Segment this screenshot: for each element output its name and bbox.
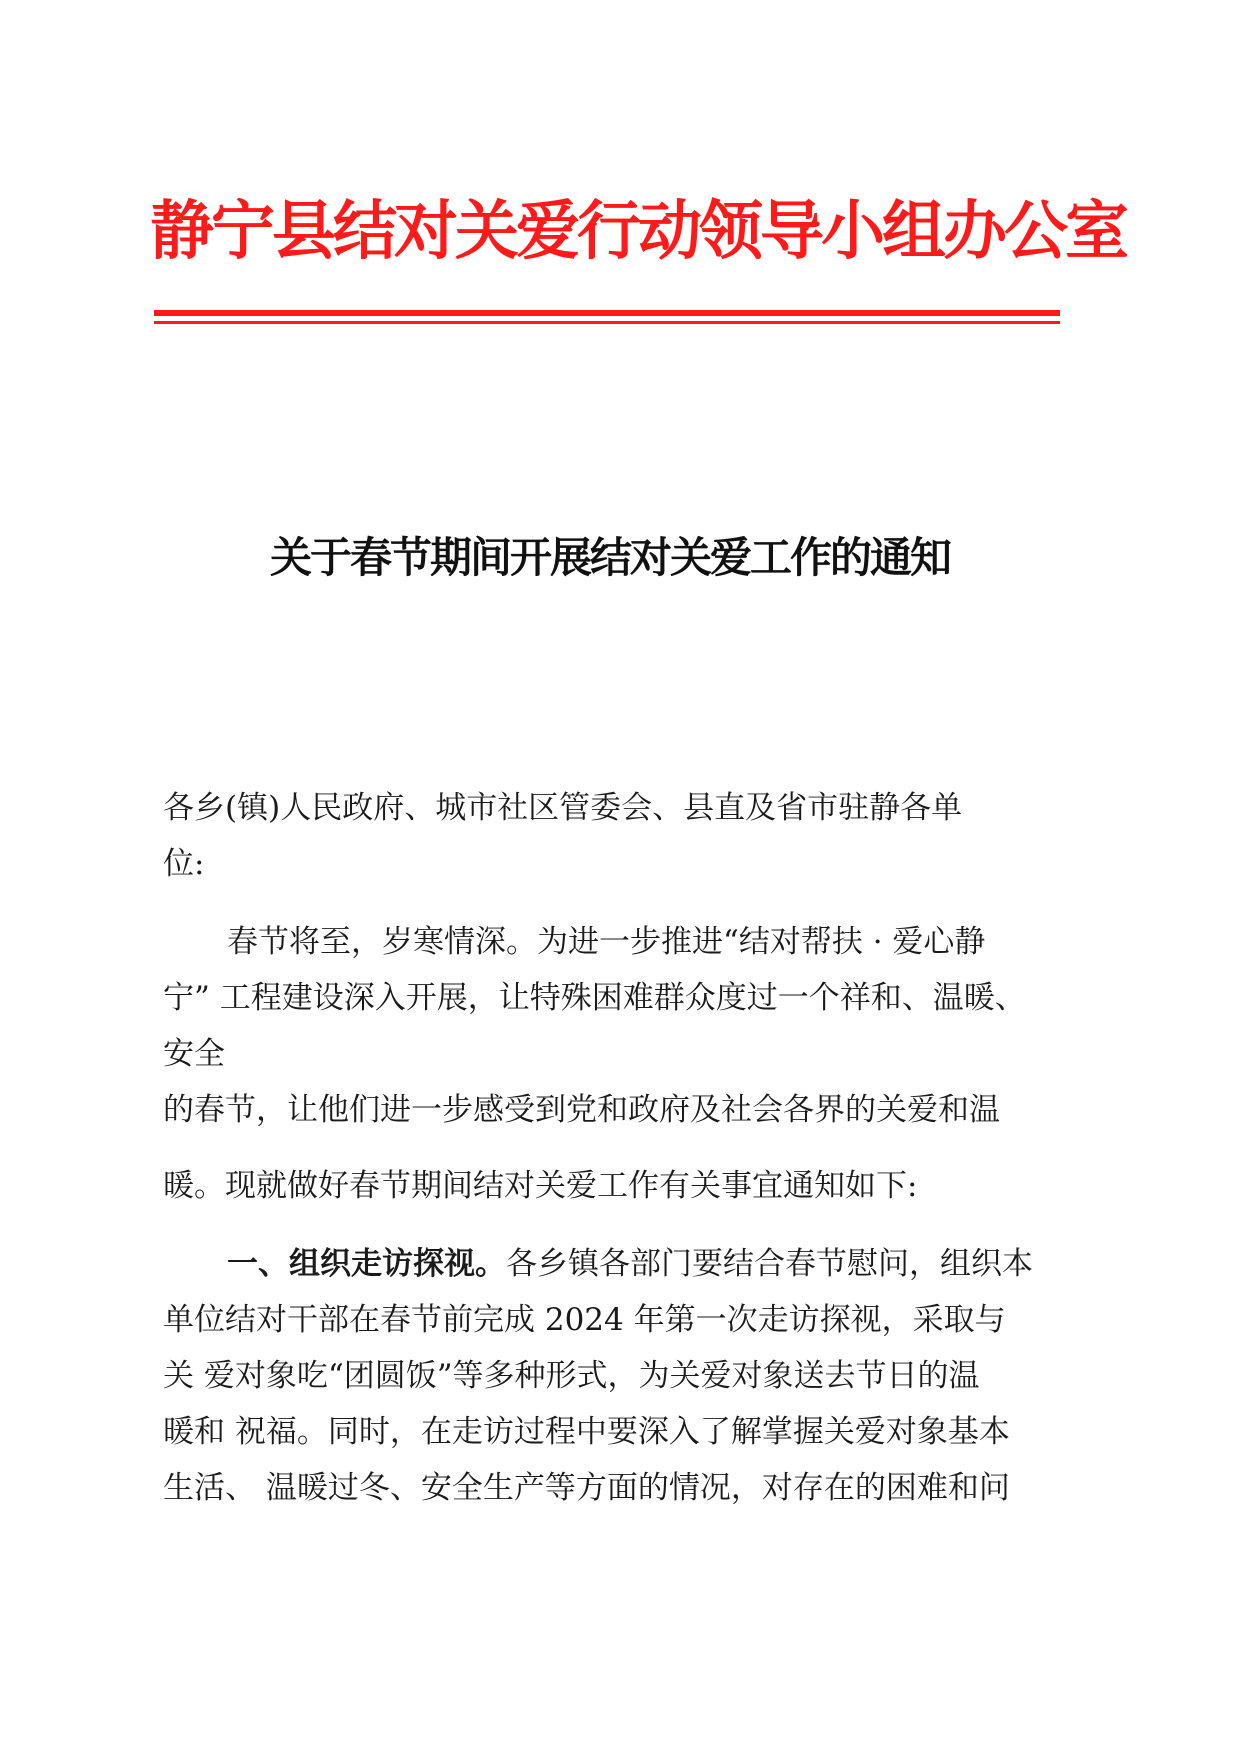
salutation-line-1: 各乡(镇)人民政府、城市社区管委会、县直及省市驻静各单 [163, 790, 963, 826]
section-1-first-line [227, 1242, 1033, 1286]
red-rule-thick [154, 310, 1060, 316]
red-rule-thin [154, 321, 1060, 324]
red-header-org-name: 静宁县结对关爱行动领导小组办公室 [150, 195, 1126, 269]
paragraph-line: 暖。现就做好春节期间结对关爱工作有关事宜通知如下: [163, 1168, 918, 1204]
section-1-text: 各乡镇各部门要结合春节慰问，组织本 [506, 1246, 1033, 1282]
paragraph-line: 生活、 温暖过冬、安全生产等方面的情况，对存在的困难和问 [163, 1470, 1010, 1506]
paragraph-line: 安全 [163, 1036, 225, 1072]
section-1-heading: 一、组织走访探视。 [227, 1246, 506, 1282]
paragraph-line: 春节将至，岁寒情深。为进一步推进“结对帮扶 · 爱心静 [227, 924, 986, 960]
paragraph-line: 暖和 祝福。同时，在走访过程中要深入了解掌握关爱对象基本 [163, 1414, 1010, 1450]
paragraph-line: 宁” 工程建设深入开展，让特殊困难群众度过一个祥和、温暖、 [163, 980, 1026, 1016]
salutation-line-2: 位: [163, 846, 205, 882]
paragraph-line: 单位结对干部在春节前完成 2024 年第一次走访探视，采取与 [163, 1302, 1006, 1338]
paragraph-line: 关 爱对象吃“团圆饭”等多种形式，为关爱对象送去节日的温 [163, 1358, 980, 1394]
paragraph-line: 的春节，让他们进一步感受到党和政府及社会各界的关爱和温 [163, 1092, 1000, 1128]
document-title: 关于春节期间开展结对关爱工作的通知 [269, 533, 950, 582]
